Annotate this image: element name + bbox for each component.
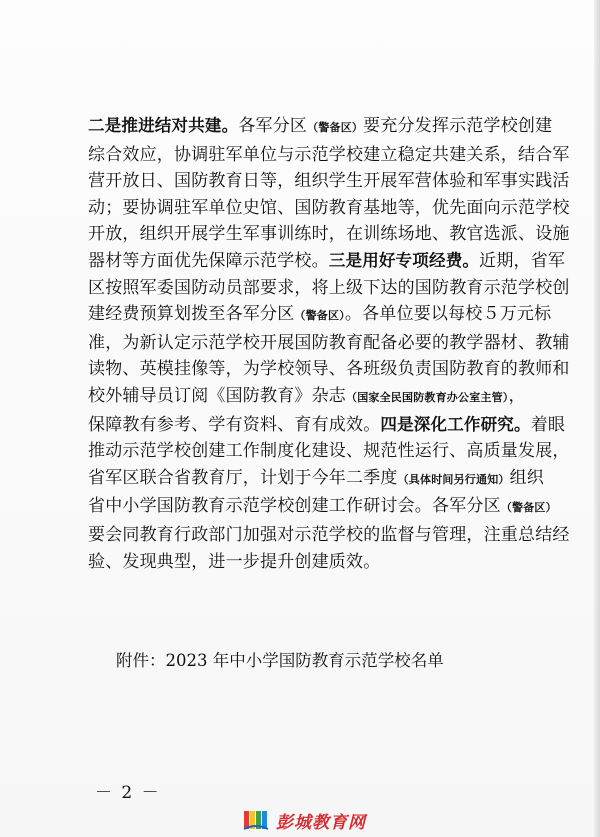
body-text — [88, 113, 570, 575]
paragraph-line — [88, 465, 558, 494]
page-number: － 2 － — [95, 783, 161, 803]
text-segment: 开放，组织开展学生军事训练时，在训练场地、教官选派、设施 — [88, 224, 570, 245]
text-segment: 综合效应，协调驻军单位与示范学校建立稳定共建关系，结合军 — [88, 144, 570, 165]
bold-heading-phrase: 二是推进结对共建。 — [88, 116, 239, 135]
attachment-note: 附件：2023 年中小学国防教育示范学校名单 — [116, 651, 444, 670]
text-segment: ， — [508, 385, 526, 406]
paragraph-line — [88, 356, 570, 383]
bold-heading-phrase: 四是深化工作研究。 — [380, 414, 531, 434]
watermark-text: 彭城教育网 — [276, 812, 366, 833]
paragraph-line — [88, 195, 570, 222]
paragraph-line — [88, 383, 558, 412]
text-segment: 要会同教育行政部门加强对示范学校的监督与管理，注重总结经 — [88, 524, 570, 545]
paragraph-line — [88, 301, 558, 330]
text-segment: 准，为新认定示范学校开展国防教育配备必要的教学器材、教辅 — [88, 332, 570, 353]
paragraph-line — [88, 549, 558, 576]
paragraph-line — [88, 221, 570, 248]
watermark — [243, 808, 366, 832]
book-logo-icon — [243, 809, 271, 831]
paragraph-line — [88, 113, 558, 142]
parenthetical-note: （警备区） — [294, 309, 345, 323]
parenthetical-note: （警备区） — [500, 501, 557, 515]
text-segment: 省中小学国防教育示范学校创建工作研讨会。各军分区 — [88, 496, 501, 517]
text-segment: 动；要协调驻军单位史馆、国防教育基地等，优先面向示范学校 — [88, 197, 570, 218]
text-segment: 区按照军委国防动员部要求，将上级下达的国防教育示范学校创 — [88, 277, 570, 298]
bold-heading-phrase: 三是用好专项经费。 — [328, 250, 480, 270]
paragraph-line — [88, 248, 566, 275]
paragraph-line — [88, 142, 570, 169]
paragraph-line — [88, 330, 570, 357]
text-segment: 验、发现典型，进一步提升创建质效。 — [88, 551, 381, 572]
paragraph-line — [88, 412, 566, 439]
text-segment: 建经费预算划拨至各军分区 — [88, 304, 295, 325]
text-segment: 读物、英模挂像等，为学校领导、各班级负责国防教育的教师和 — [88, 359, 570, 380]
paragraph-line — [88, 275, 570, 302]
text-segment: 营开放日、国防教育日等，组织学生开展军营体验和军事实践活 — [88, 171, 570, 192]
paragraph-line — [88, 438, 570, 465]
text-segment: 。各单位要以每校５万元标 — [344, 304, 552, 325]
text-segment: 要充分发挥示范学校创建 — [363, 116, 553, 136]
text-segment: 校外辅导员订阅《国防教育》杂志 — [88, 385, 346, 406]
text-segment: 推动示范学校创建工作制度化建设、规范性运行、高质量发展， — [88, 441, 570, 462]
text-segment: 省军区联合省教育厅，计划于今年二季度 — [88, 467, 398, 488]
text-segment: 组织 — [509, 467, 545, 488]
page-edge-shadow — [594, 0, 600, 837]
text-segment: 器材等方面优先保障示范学校。 — [88, 250, 329, 271]
paragraph-line — [88, 522, 570, 549]
parenthetical-note: （具体时间另行通知） — [397, 472, 510, 486]
text-segment: 近期，省军 — [479, 250, 566, 271]
text-segment: 保障教有参考、学有资料、育有成效。 — [88, 414, 381, 435]
parenthetical-note: （警备区） — [307, 121, 364, 134]
parenthetical-note: （国家全民国防教育办公室主管） — [346, 390, 509, 404]
paragraph-line — [88, 168, 570, 195]
text-segment: 着眼 — [530, 414, 566, 435]
paragraph-line — [88, 493, 558, 522]
text-segment: 各军分区 — [238, 116, 308, 136]
